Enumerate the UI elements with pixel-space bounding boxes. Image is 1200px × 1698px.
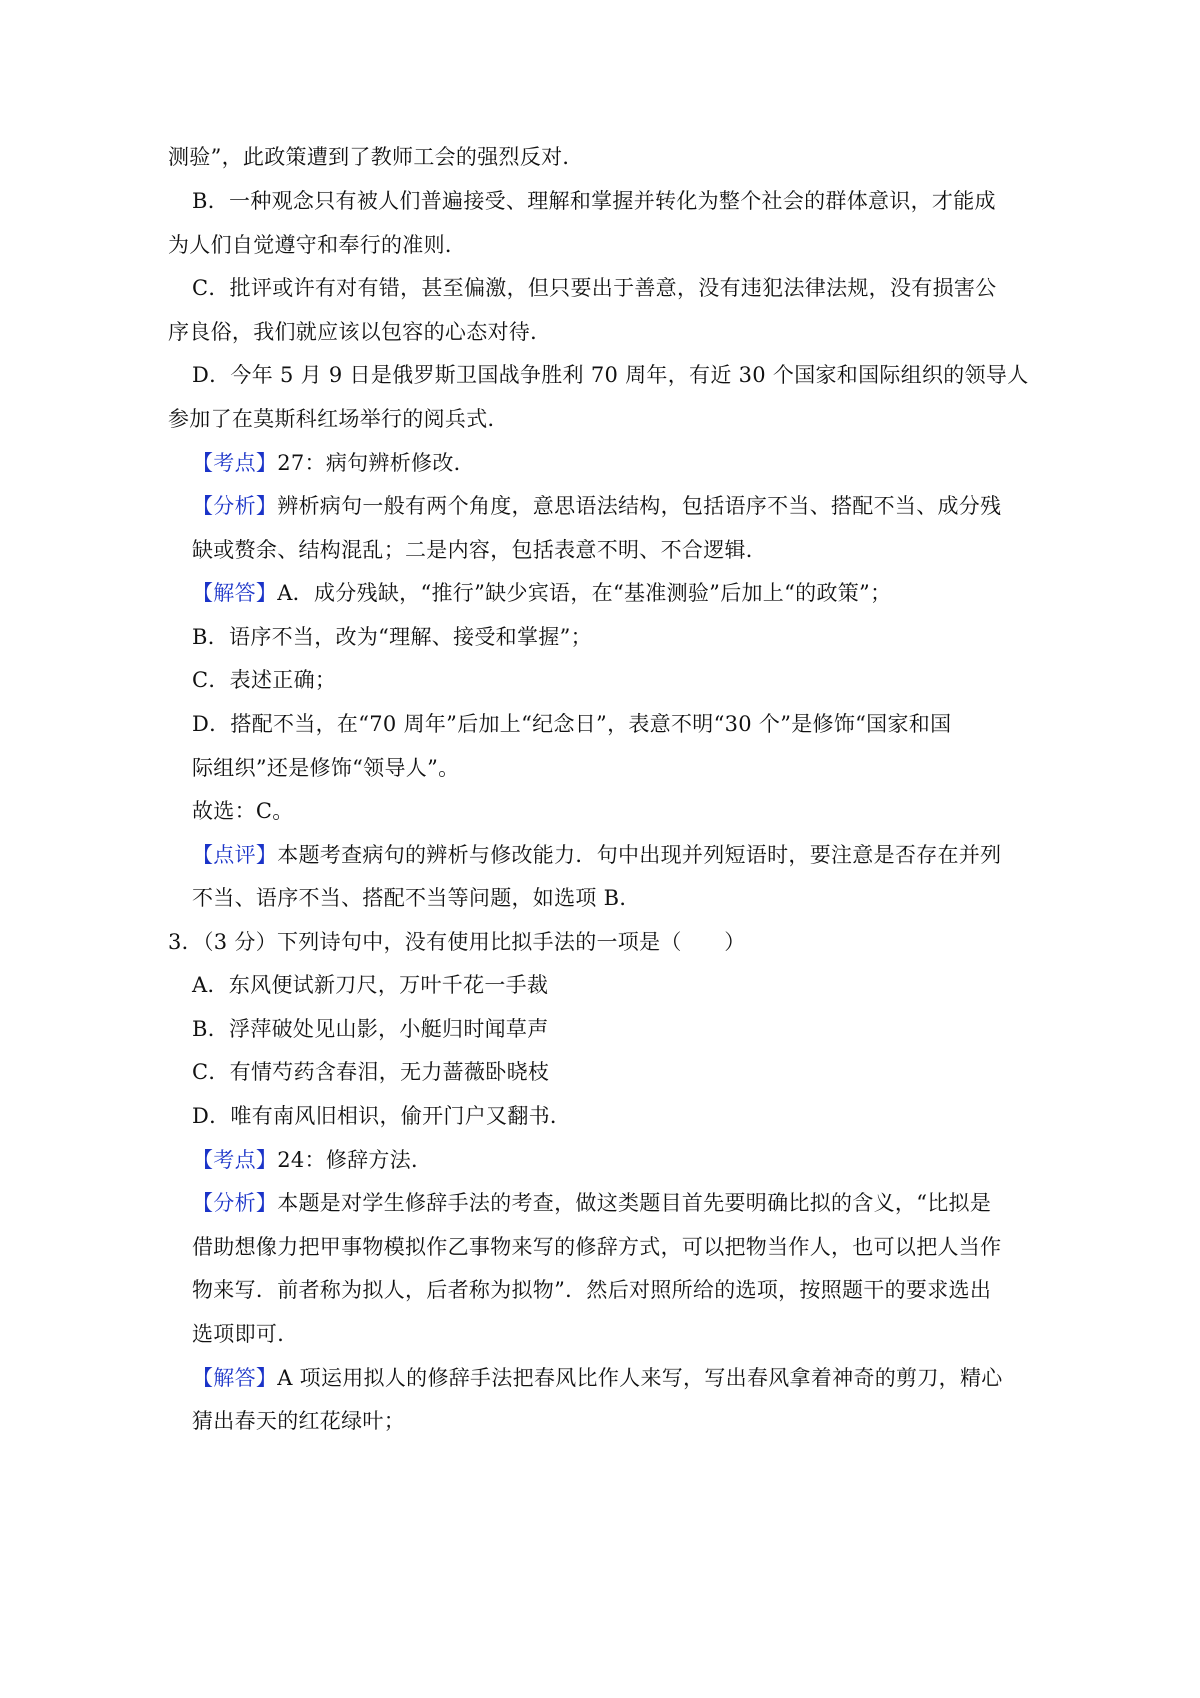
- fenxi-line-1: [192, 491, 1001, 521]
- q3-option-c: C．有情芍药含春泪，无力蔷薇卧晓枝: [192, 1060, 550, 1084]
- jieda-text-1: A．成分残缺，“推行”缺少宾语，在“基准测验”后加上“的政策”；: [277, 581, 892, 605]
- q3-jieda-line-2: 猜出春天的红花绿叶；: [192, 1409, 405, 1433]
- jieda-line-1: [192, 578, 891, 608]
- option-d-line-2: 参加了在莫斯科红场举行的阅兵式．: [168, 407, 509, 431]
- kaodian-tag: 【考点】: [192, 451, 278, 475]
- dianping-tag: 【点评】: [192, 843, 278, 867]
- jieda-line-4: D．搭配不当，在“70 周年”后加上“纪念日”，表意不明“30 个”是修饰“国家和国: [192, 712, 952, 736]
- jieda-line-5: 际组织”还是修饰“领导人”。: [192, 756, 460, 780]
- q3-jieda-tag: 【解答】: [192, 1366, 278, 1390]
- option-d-line-1: D．今年 5 月 9 日是俄罗斯卫国战争胜利 70 周年，有近 30 个国家和国际组织的领导人: [192, 363, 1029, 387]
- dianping-line-2: 不当、语序不当、搭配不当等问题，如选项 B．: [192, 886, 641, 910]
- q3-kaodian-line: [192, 1145, 432, 1175]
- q3-option-d: D．唯有南风旧相识，偷开门户又翻书．: [192, 1104, 572, 1128]
- q3-fenxi-line-4: 选项即可．: [192, 1322, 299, 1346]
- option-a-continuation: 测验”，此政策遭到了教师工会的强烈反对．: [168, 145, 584, 169]
- q3-jieda-line-1: [192, 1363, 1003, 1393]
- option-b-line-1: B．一种观念只有被人们普遍接受、理解和掌握并转化为整个社会的群体意识，才能成: [192, 189, 996, 213]
- q3-fenxi-line-3: 物来写．前者称为拟人，后者称为拟物”．然后对照所给的选项，按照题干的要求选出: [192, 1278, 992, 1302]
- dianping-line-1: [192, 840, 1001, 870]
- jieda-line-2: B．语序不当，改为“理解、接受和掌握”；: [192, 625, 592, 649]
- q3-kaodian-tag: 【考点】: [192, 1148, 278, 1172]
- q3-stem: 3．（3 分）下列诗句中，没有使用比拟手法的一项是（ ）: [168, 930, 746, 954]
- q3-option-a: A．东风便试新刀尺，万叶千花一手裁: [192, 973, 549, 997]
- q3-option-b: B．浮萍破处见山影，小艇归时闻草声: [192, 1017, 549, 1041]
- option-c-line-1: C．批评或许有对有错，甚至偏激，但只要出于善意，没有违犯法律法规，没有损害公: [192, 276, 997, 300]
- q3-fenxi-line-1: [192, 1188, 991, 1218]
- option-b-line-2: 为人们自觉遵守和奉行的准则．: [168, 233, 467, 257]
- jieda-line-6: 故选：C。: [192, 799, 294, 823]
- jieda-line-3: C．表述正确；: [192, 668, 337, 692]
- fenxi-line-2: 缺或赘余、结构混乱；二是内容，包括表意不明、不合逻辑．: [192, 538, 768, 562]
- q3-jieda-text-1: A 项运用拟人的修辞手法把春风比作人来写，写出春风拿着神奇的剪刀，精心: [277, 1366, 1003, 1390]
- dianping-text-1: 本题考查病句的辨析与修改能力．句中出现并列短语时，要注意是否存在并列: [277, 843, 1002, 867]
- fenxi-tag: 【分析】: [192, 494, 278, 518]
- kaodian-line: [192, 448, 475, 478]
- q3-fenxi-text-1: 本题是对学生修辞手法的考查，做这类题目首先要明确比拟的含义，“比拟是: [277, 1191, 992, 1215]
- jieda-tag: 【解答】: [192, 581, 278, 605]
- q3-fenxi-line-2: 借助想像力把甲事物模拟作乙事物来写的修辞方式，可以把物当作人，也可以把人当作: [192, 1235, 1002, 1259]
- q3-fenxi-tag: 【分析】: [192, 1191, 278, 1215]
- q3-kaodian-text: 24：修辞方法．: [277, 1148, 433, 1172]
- fenxi-text-1: 辨析病句一般有两个角度，意思语法结构，包括语序不当、搭配不当、成分残: [277, 494, 1002, 518]
- kaodian-text: 27：病句辨析修改．: [277, 451, 475, 475]
- option-c-line-2: 序良俗，我们就应该以包容的心态对待．: [168, 320, 552, 344]
